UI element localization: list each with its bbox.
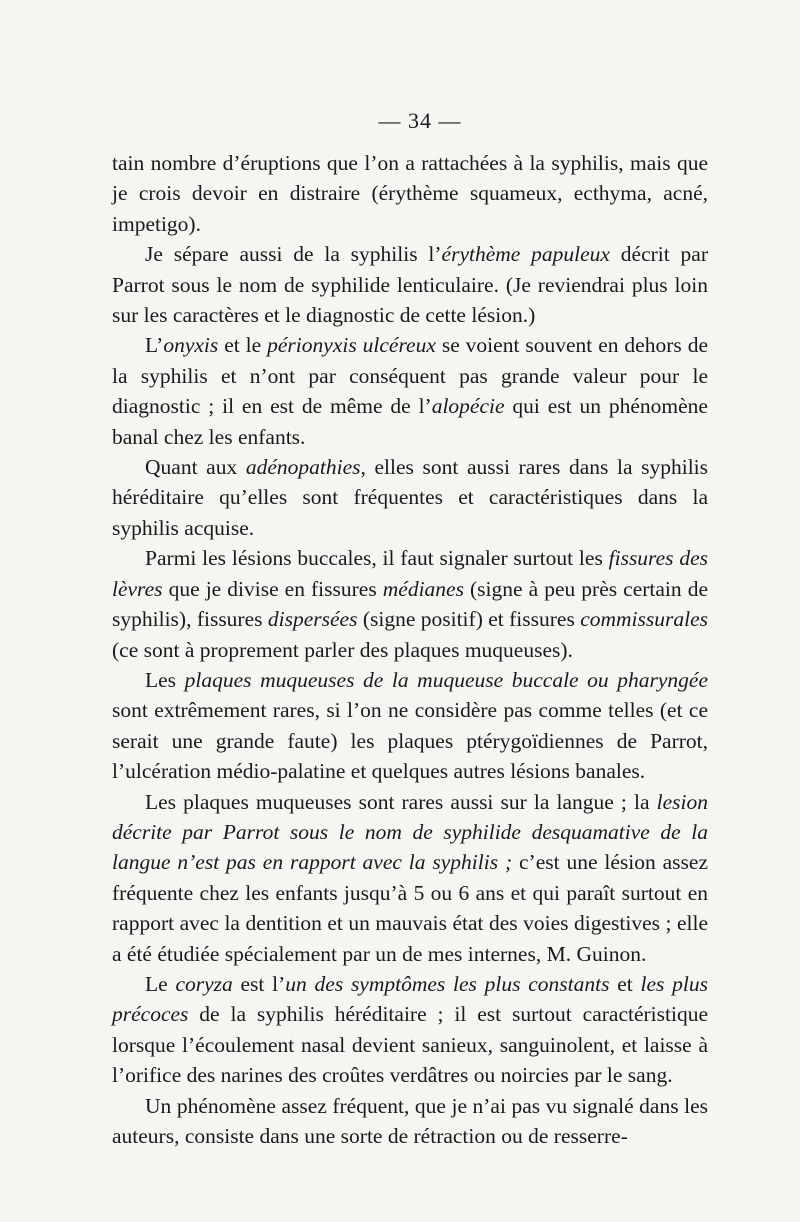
paragraph bbox=[112, 452, 708, 543]
italic-text: fissures des lèvres bbox=[112, 546, 708, 601]
paragraph bbox=[112, 543, 708, 665]
text-run: Je sépare aussi de la syphilis l’ bbox=[145, 242, 442, 267]
paragraph bbox=[112, 665, 708, 787]
italic-text: coryza bbox=[175, 971, 233, 996]
text-run: Quant aux bbox=[145, 455, 246, 480]
italic-text: les plus précoces bbox=[112, 971, 708, 1027]
italic-text: un des symptômes les plus constants bbox=[285, 971, 610, 996]
italic-text: érythème papuleux bbox=[441, 242, 610, 267]
text-run: Le bbox=[145, 971, 176, 996]
text-run: décrit par Parrot sous le nom de syphilide lenticulaire. (Je reviendrai plus loin sur les caractères et le diagnostic de cette lésion.) bbox=[112, 242, 708, 328]
text-run: Un phénomène assez fréquent, que je n’ai pas vu signalé dans les auteurs, consiste dans une sorte de rétraction ou de resserre- bbox=[112, 1093, 708, 1148]
text-run: Les bbox=[145, 667, 185, 692]
text-run: se voient souvent en dehors de la syphilis et n’ont par conséquent pas grande valeur pour le diagnostic ; il en est de même de l’ bbox=[112, 333, 708, 419]
italic-text: onyxis bbox=[163, 333, 219, 358]
paragraph bbox=[112, 239, 708, 330]
italic-text: périonyxis ulcéreux bbox=[267, 333, 436, 358]
paragraph bbox=[112, 330, 708, 452]
italic-text: dispersées bbox=[267, 607, 358, 632]
page-number: — 34 — bbox=[378, 108, 462, 133]
italic-text: lesion décrite par Parrot sous le nom de syphilide desquamative de la langue n’est pas en rapport avec la syphilis ; bbox=[112, 789, 708, 875]
text-run: c’est une lésion assez fréquente chez les enfants jusqu’à 5 ou 6 ans et qui paraît surtout en rapport avec la dentition et un mauvais état des voies digestives ; elle a été étudiée spécialement par un de mes internes, M. Guinon. bbox=[112, 850, 708, 966]
page-body bbox=[112, 148, 708, 1151]
text-run: (signe positif) et fissures bbox=[357, 607, 581, 632]
text-run: Les plaques muqueuses sont rares aussi sur la langue ; la bbox=[145, 789, 657, 814]
text-run: (ce sont à proprement parler des plaques muqueuses). bbox=[112, 637, 573, 662]
italic-text: commissurales bbox=[580, 607, 708, 632]
italic-text: adénopathies bbox=[245, 455, 361, 480]
paragraph bbox=[112, 1091, 708, 1152]
text-run: tain nombre d’éruptions que l’on a rattachées à la syphilis, mais que je crois devoir en distraire (érythème squameux, ecthyma, acné, impetigo). bbox=[112, 151, 708, 236]
italic-text: alopécie bbox=[431, 394, 505, 419]
italic-text: plaques muqueuses de la muqueuse buccale ou pharyngée bbox=[184, 667, 708, 692]
text-run: que je divise en fissures bbox=[162, 576, 383, 601]
paragraph bbox=[112, 148, 708, 239]
text-run: (signe à peu près certain de syphilis), fissures bbox=[112, 576, 708, 632]
paragraph bbox=[112, 787, 708, 969]
paragraph bbox=[112, 969, 708, 1091]
text-run: sont extrêmement rares, si l’on ne considère pas comme telles (et ce serait une grande faute) les plaques ptérygoïdiennes de Parrot, l’ulcération médio-palatine et quelques autres lésions banales. bbox=[112, 698, 708, 784]
text-run: de la syphilis héréditaire ; il est surtout caractéristique lorsque l’écoulement nasal devient sanieux, sanguinolent, et laisse à l’orifice des narines des croûtes verdâtres ou noircies par le sang. bbox=[112, 1002, 708, 1088]
text-run: et le bbox=[218, 333, 268, 358]
italic-text: médianes bbox=[382, 576, 464, 601]
text-run: , elles sont aussi rares dans la syphilis héréditaire qu’elles sont fréquentes et caractéristiques dans la syphilis acquise. bbox=[112, 455, 709, 540]
text-run: L’ bbox=[145, 333, 164, 358]
text-run: qui est un phénomène banal chez les enfants. bbox=[112, 394, 708, 449]
text-run: Parmi les lésions buccales, il faut signaler surtout les bbox=[145, 546, 609, 571]
text-run: est l’ bbox=[232, 971, 286, 996]
text-run: et bbox=[609, 971, 641, 996]
